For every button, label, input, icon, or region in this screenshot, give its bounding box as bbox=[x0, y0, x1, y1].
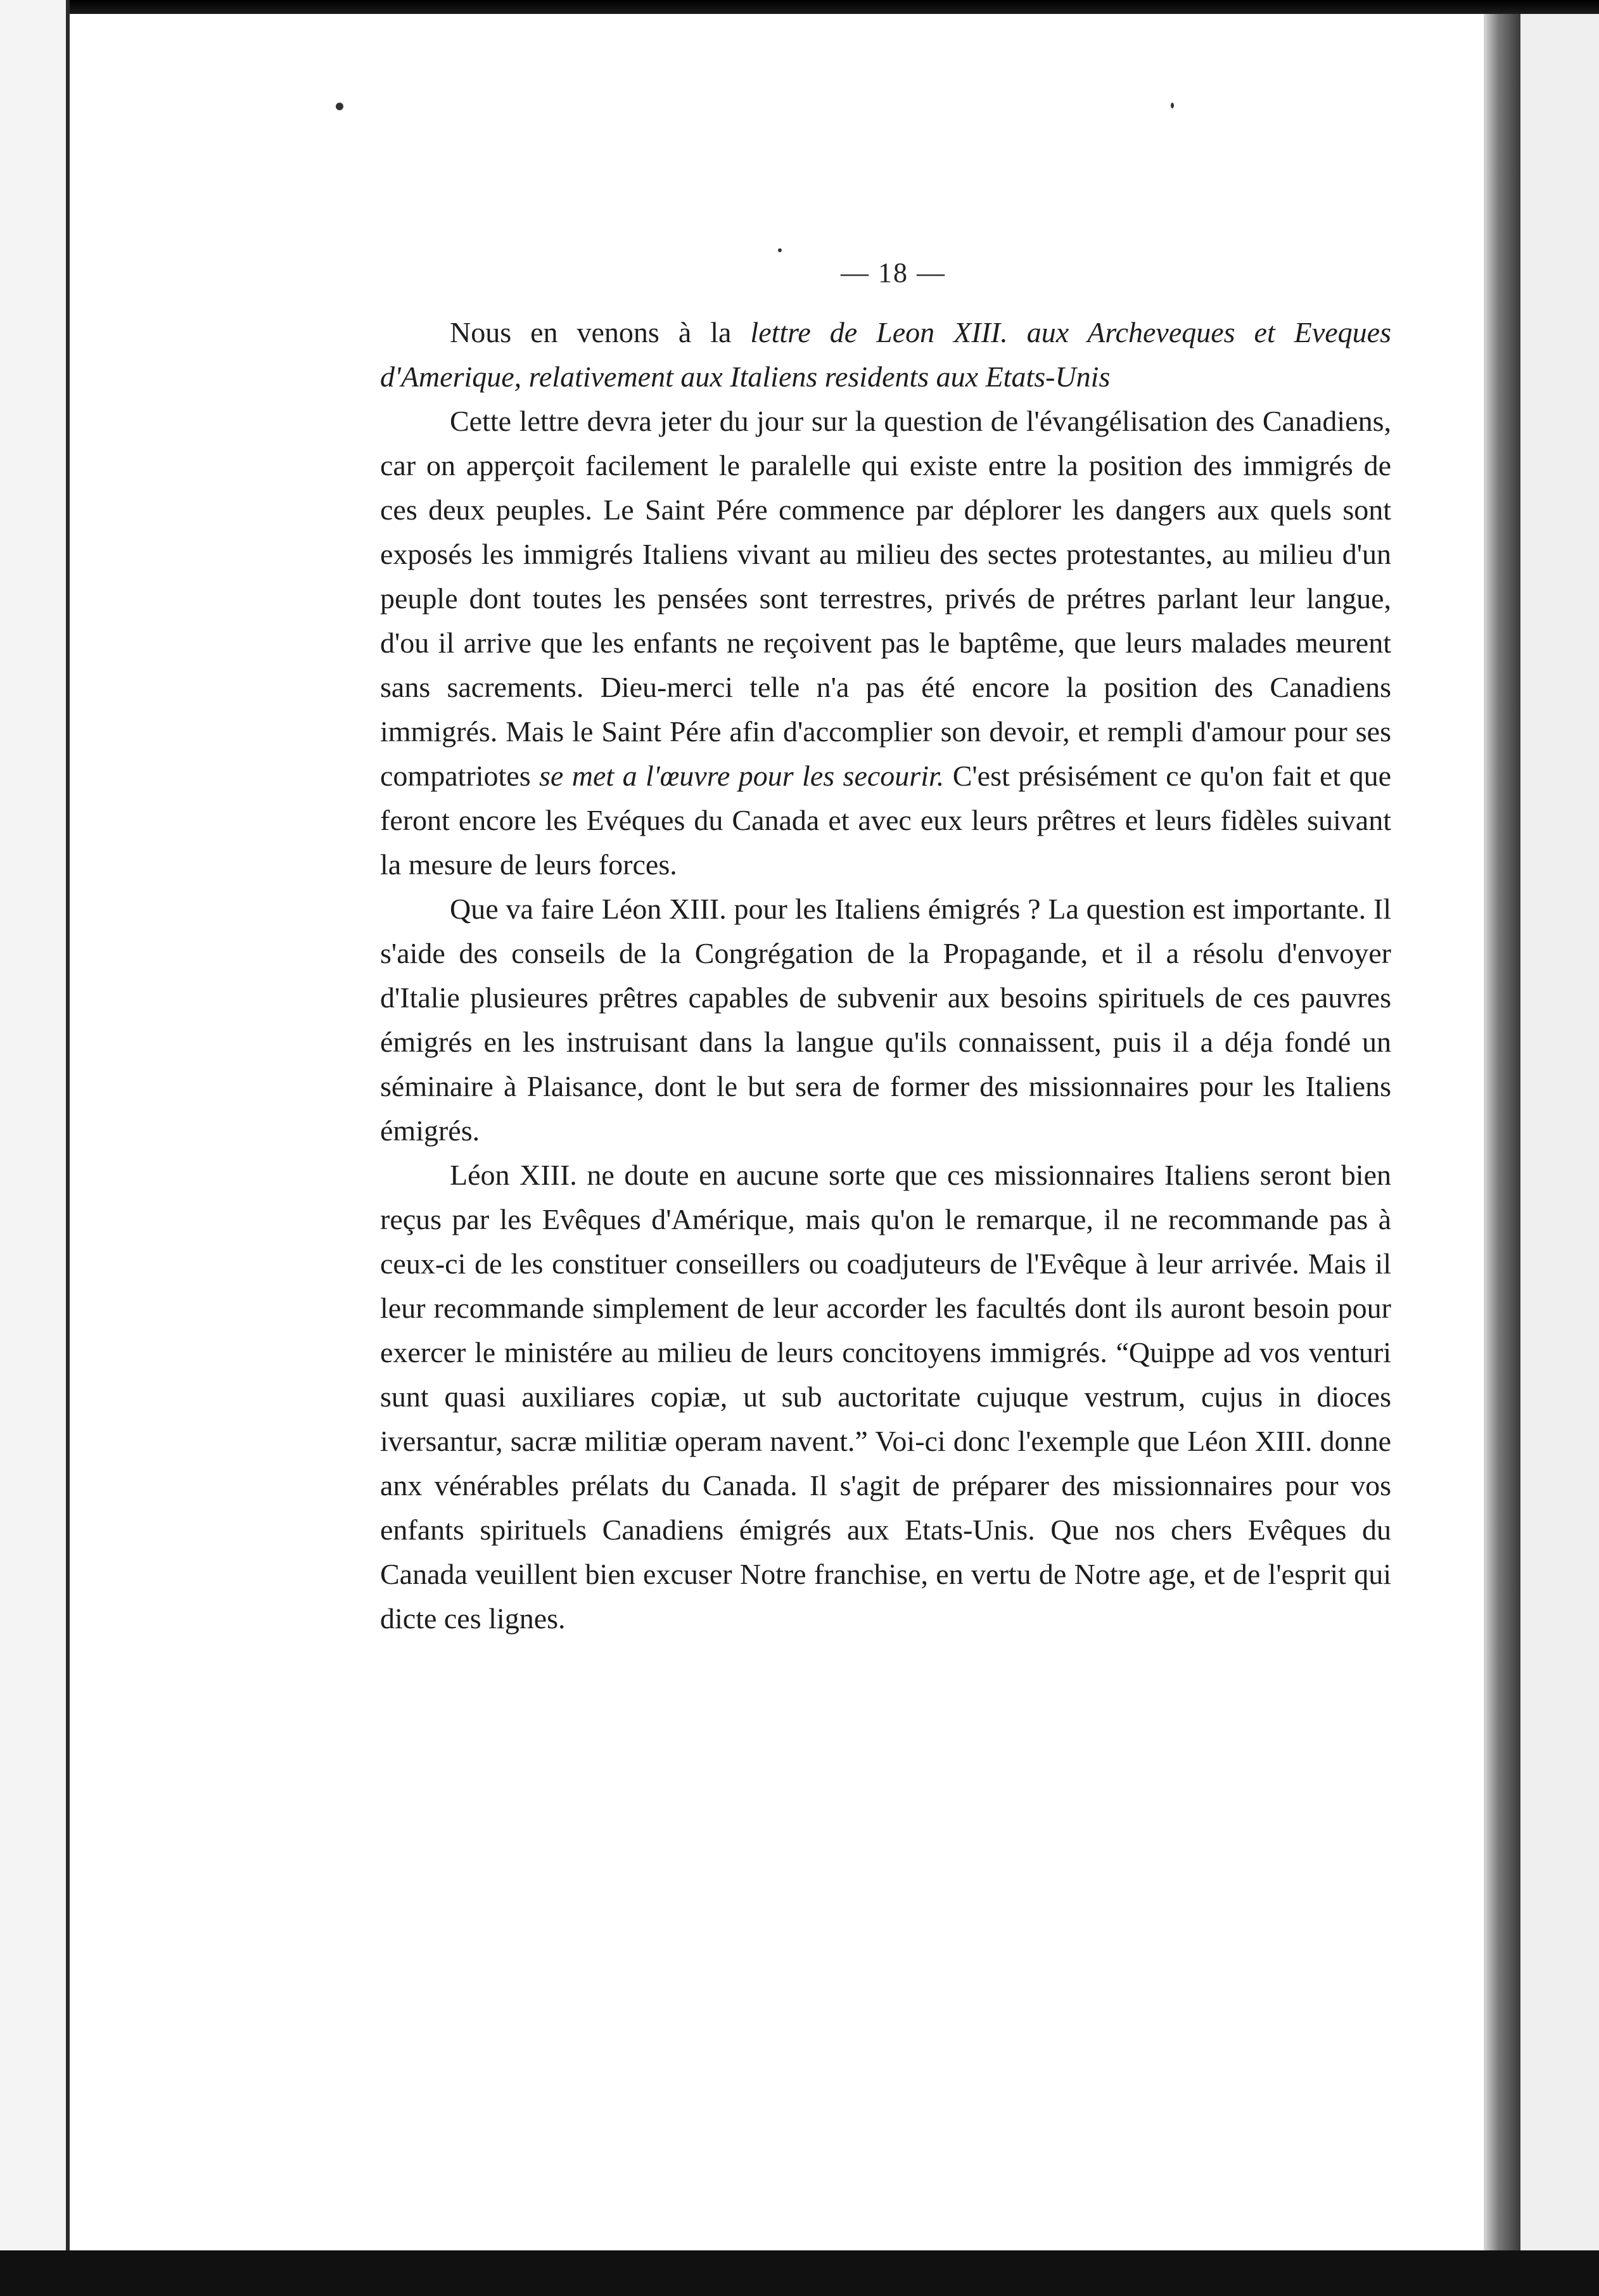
scan-top-shadow bbox=[0, 0, 1599, 14]
paragraph-3: Que va faire Léon XIII. pour les Italiens émigrés ? La question est importante. Il s'aide des conseils de la Congrégation de la Propagande, et il a résolu d'envoyer d'Italie plusieures prêtres capables de subvenir aux besoins spirituels de ces pauvres émigrés en les instruisant dans la langue qu'ils connaissent, puis il a déja fondé un séminaire à Plaisance, dont le but sera de former des missionnaires pour les Italiens émigrés. bbox=[380, 893, 1391, 1147]
paragraph-2-italic: se met a l'œuvre pour les secourir. bbox=[539, 760, 945, 792]
paragraph-1-lead: Nous en venons à la bbox=[450, 316, 751, 348]
scan-bottom-edge bbox=[0, 2250, 1599, 2296]
page-gutter-shadow bbox=[1484, 14, 1520, 2250]
paragraph-1 bbox=[380, 310, 1391, 399]
paragraph-4: Léon XIII. ne doute en aucune sorte que ces missionnaires Italiens seront bien reçus par les Evêques d'Amérique, mais qu'on le remarque, il ne recommande pas à ceux-ci de les constituer conseillers ou coadjuteurs de l'Evêque à leur arrivée. Mais il leur recommande simplement de leur accorder les facultés dont ils auront besoin pour exercer le ministére au milieu de leurs concitoyens immigrés. “Quippe ad vos venturi sunt quasi auxiliares copiæ, ut sub auctoritate cujuque vestrum, cujus in dioces iversantur, sacræ militiæ operam navent.” Voi-ci donc l'exemple que Léon XIII. donne anx vénérables prélats du Canada. Il s'agit de préparer des missionnaires pour vos enfants spirituels Canadiens émigrés aux Etats-Unis. Que nos chers Evêques du Canada veuillent bien excuser Notre franchise, en vertu de Notre age, et de l'esprit qui dicte ces lignes. bbox=[380, 1159, 1391, 1635]
paragraph-2-part2: C'est présisément ce qu'on fait et que feront encore les Evéques du Canada et avec eux leurs prêtres et leurs fidèles suivant la mesure de leurs forces. bbox=[380, 760, 1391, 881]
ink-speck bbox=[778, 248, 782, 252]
paragraph-2 bbox=[380, 399, 1391, 887]
letter-title: lettre de Leon XIII. aux Archeveques et Eveques d'Amerique, relativement aux Italiens residents aux Etats-Unis bbox=[380, 316, 1391, 393]
ink-speck bbox=[1171, 103, 1174, 108]
body-text bbox=[380, 310, 1391, 1641]
ink-speck bbox=[336, 103, 343, 110]
page-number: — 18 — bbox=[841, 257, 946, 288]
paragraph-2-part1: Cette lettre devra jeter du jour sur la question de l'évangélisation des Canadiens, car on apperçoit facilement le paralelle qui existe entre la position des immigrés de ces deux peuples. Le Saint Pére commence par déplorer les dangers aux quels sont exposés les immigrés Italiens vivant au milieu des sectes protestantes, au milieu d'un peuple dont toutes les pensées sont terrestres, privés de prétres parlant leur langue, d'ou il arrive que les enfants ne reçoivent pas le baptême, que leurs malades meurent sans sacrements. Dieu-merci telle n'a pas été encore la position des Canadiens immigrés. Mais le Saint Pére afin d'accomplier son devoir, et rempli d'amour pour ses compatriotes bbox=[380, 405, 1391, 792]
adjacent-page-edge bbox=[1520, 14, 1599, 2250]
left-margin bbox=[0, 0, 70, 2296]
